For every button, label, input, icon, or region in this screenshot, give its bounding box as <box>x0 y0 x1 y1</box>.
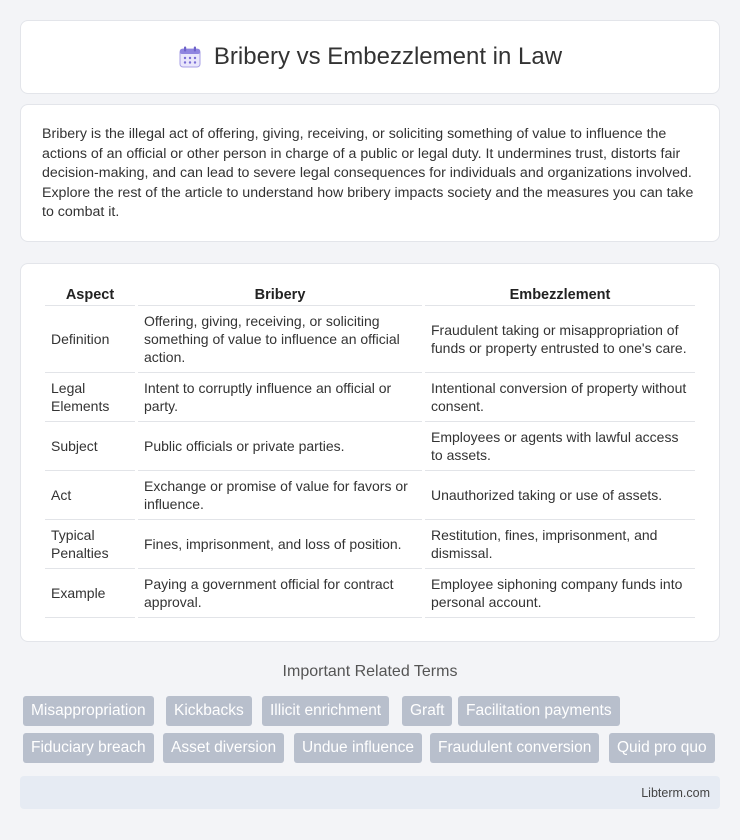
table-row <box>45 422 695 471</box>
header-card <box>20 20 720 94</box>
tag-fraudulent-conversion[interactable]: Fraudulent conversion <box>430 733 599 763</box>
row-bribery: Paying a government official for contract approval. <box>138 569 422 618</box>
calendar-icon <box>178 45 202 69</box>
table-row <box>45 373 695 422</box>
row-aspect: Typical Penalties <box>45 520 135 569</box>
row-aspect: Legal Elements <box>45 373 135 422</box>
row-embezzlement: Employee siphoning company funds into personal account. <box>425 569 695 618</box>
table-row <box>45 569 695 618</box>
footer-site-link[interactable]: Libterm.com <box>641 786 710 800</box>
column-header-embezzlement: Embezzlement <box>425 284 695 306</box>
comparison-table <box>42 284 698 618</box>
row-bribery: Intent to corruptly influence an official or party. <box>138 373 422 422</box>
table-row <box>45 520 695 569</box>
intro-text: Bribery is the illegal act of offering, giving, receiving, or soliciting something of value to influence the actions of an official or other person in charge of a public or legal duty. It undermines trust, distorts fair decision-making, and can lead to severe legal consequences for individuals and organizations involved. Explore the rest of the article to understand how bribery impacts society and the measures you can take to combat it. <box>42 126 694 220</box>
tag-asset-diversion[interactable]: Asset diversion <box>163 733 284 763</box>
row-embezzlement: Fraudulent taking or misappropriation of funds or property entrusted to one's care. <box>425 306 695 373</box>
row-aspect: Definition <box>45 306 135 373</box>
page-title: Bribery vs Embezzlement in Law <box>213 43 563 70</box>
column-header-bribery: Bribery <box>138 284 422 306</box>
row-bribery: Public officials or private parties. <box>138 422 422 471</box>
intro-card <box>20 104 720 242</box>
row-embezzlement: Restitution, fines, imprisonment, and dismissal. <box>425 520 695 569</box>
tag-misappropriation[interactable]: Misappropriation <box>23 696 154 726</box>
row-aspect: Subject <box>45 422 135 471</box>
row-embezzlement: Employees or agents with lawful access to assets. <box>425 422 695 471</box>
tag-quid-pro-quo[interactable]: Quid pro quo <box>609 733 715 763</box>
row-bribery: Fines, imprisonment, and loss of position. <box>138 520 422 569</box>
table-row <box>45 471 695 520</box>
row-aspect: Act <box>45 471 135 520</box>
tag-undue-influence[interactable]: Undue influence <box>294 733 422 763</box>
comparison-table-card <box>20 263 720 642</box>
related-terms-title: Important Related Terms <box>282 663 458 680</box>
tag-fiduciary-breach[interactable]: Fiduciary breach <box>23 733 154 763</box>
tag-facilitation-payments[interactable]: Facilitation payments <box>458 696 620 726</box>
tag-illicit-enrichment[interactable]: Illicit enrichment <box>262 696 389 726</box>
row-bribery: Offering, giving, receiving, or soliciting something of value to influence an official action. <box>138 306 422 373</box>
column-header-aspect: Aspect <box>45 284 135 306</box>
row-embezzlement: Unauthorized taking or use of assets. <box>425 471 695 520</box>
footer <box>20 776 720 809</box>
row-bribery: Exchange or promise of value for favors or influence. <box>138 471 422 520</box>
row-embezzlement: Intentional conversion of property without consent. <box>425 373 695 422</box>
tag-graft[interactable]: Graft <box>402 696 452 726</box>
row-aspect: Example <box>45 569 135 618</box>
tag-kickbacks[interactable]: Kickbacks <box>166 696 252 726</box>
table-header-row <box>45 284 695 306</box>
table-row <box>45 306 695 373</box>
